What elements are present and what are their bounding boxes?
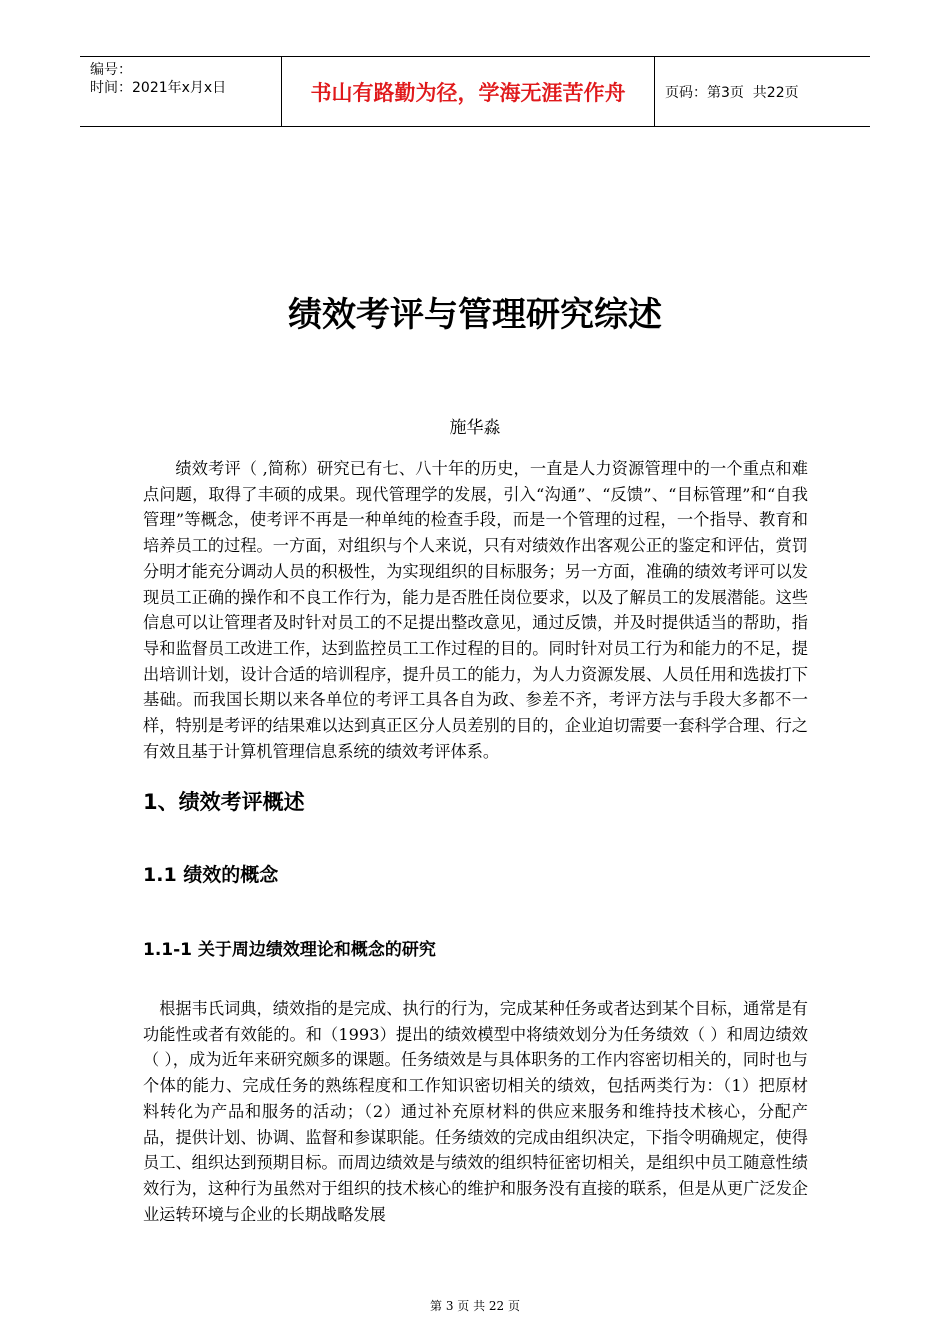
page-footer: 第 3 页 共 22 页 [430, 1299, 520, 1313]
section-heading-1: 1、绩效考评概述 [143, 790, 305, 814]
section-heading-1-1: 1.1 绩效的概念 [143, 864, 279, 886]
date-line: 时间：2021年x月x日 [90, 80, 227, 96]
body-paragraph: 根据韦氏词典，绩效指的是完成、执行的行为，完成某种任务或者达到某个目标，通常是有功能性或者有效能的。和（1993）提出的绩效模型中将绩效划分为任务绩效（ ）和周边绩效（ ），成为近年来研究颇多的课题。任务绩效是与具体职务的工作内容密切相关的，同时也与个体的能力、完成任务的熟练程度和工作知识密切相关的绩效，包括两类行为：（1）把原材料转化为产品和服务的活动；（2）通过补充原材料的供应来服务和维持技术核心，分配产品，提供计划、协调、监督和参谋职能。任务绩效的完成由组织决定，下指令明确规定，使得员工、组织达到预期目标。而周边绩效是与绩效的组织特征密切相关，是组织中员工随意性绩效行为，这种行为虽然对于组织的技术核心的维护和服务没有直接的联系，但是从更广泛发企业运转环境与企业的长期战略发展 [143, 999, 808, 1224]
section-heading-1-1-1: 1.1-1 关于周边绩效理论和概念的研究 [143, 940, 436, 960]
header-motto-cell [281, 57, 655, 126]
page-info: 页码：第3页 共22页 [665, 84, 799, 101]
intro-paragraph: 绩效考评（ ,简称）研究已有七、八十年的历史，一直是人力资源管理中的一个重点和难点问题，取得了丰硕的成果。现代管理学的发展，引入“沟通”、“反馈”、“目标管理”和“自我管理”等概念，使考评不再是一种单纯的检查手段，而是一个管理的过程，一个指导、教育和培养员工的过程。一方面，对组织与个人来说，只有对绩效作出客观公正的鉴定和评估，赏罚分明才能充分调动人员的积极性，为实现组织的目标服务；另一方面，准确的绩效考评可以发现员工正确的操作和不良工作行为，能力是否胜任岗位要求，以及了解员工的发展潜能。这些信息可以让管理者及时针对员工的不足提出整改意见，通过反馈，并及时提供适当的帮助，指导和监督员工改进工作，达到监控员工工作过程的目的。同时针对员工行为和能力的不足，提出培训计划，设计合适的培训程序，提升员工的能力，为人力资源发展、人员任用和选拔打下基础。而我国长期以来各单位的考评工具各自为政、参差不齐，考评方法与手段大多都不一样，特别是考评的结果难以达到真正区分人员差别的目的，企业迫切需要一套科学合理、行之有效且基于计算机管理信息系统的绩效考评体系。 [143, 459, 808, 761]
motto: 书山有路勤为径，学海无涯苦作舟 [310, 80, 626, 105]
author: 施华淼 [449, 418, 501, 438]
page-header [80, 56, 870, 127]
serial-label: 编号： [90, 62, 132, 78]
header-page-info-cell [655, 57, 870, 126]
header-meta [80, 57, 281, 126]
document-title: 绩效考评与管理研究综述 [288, 295, 662, 335]
